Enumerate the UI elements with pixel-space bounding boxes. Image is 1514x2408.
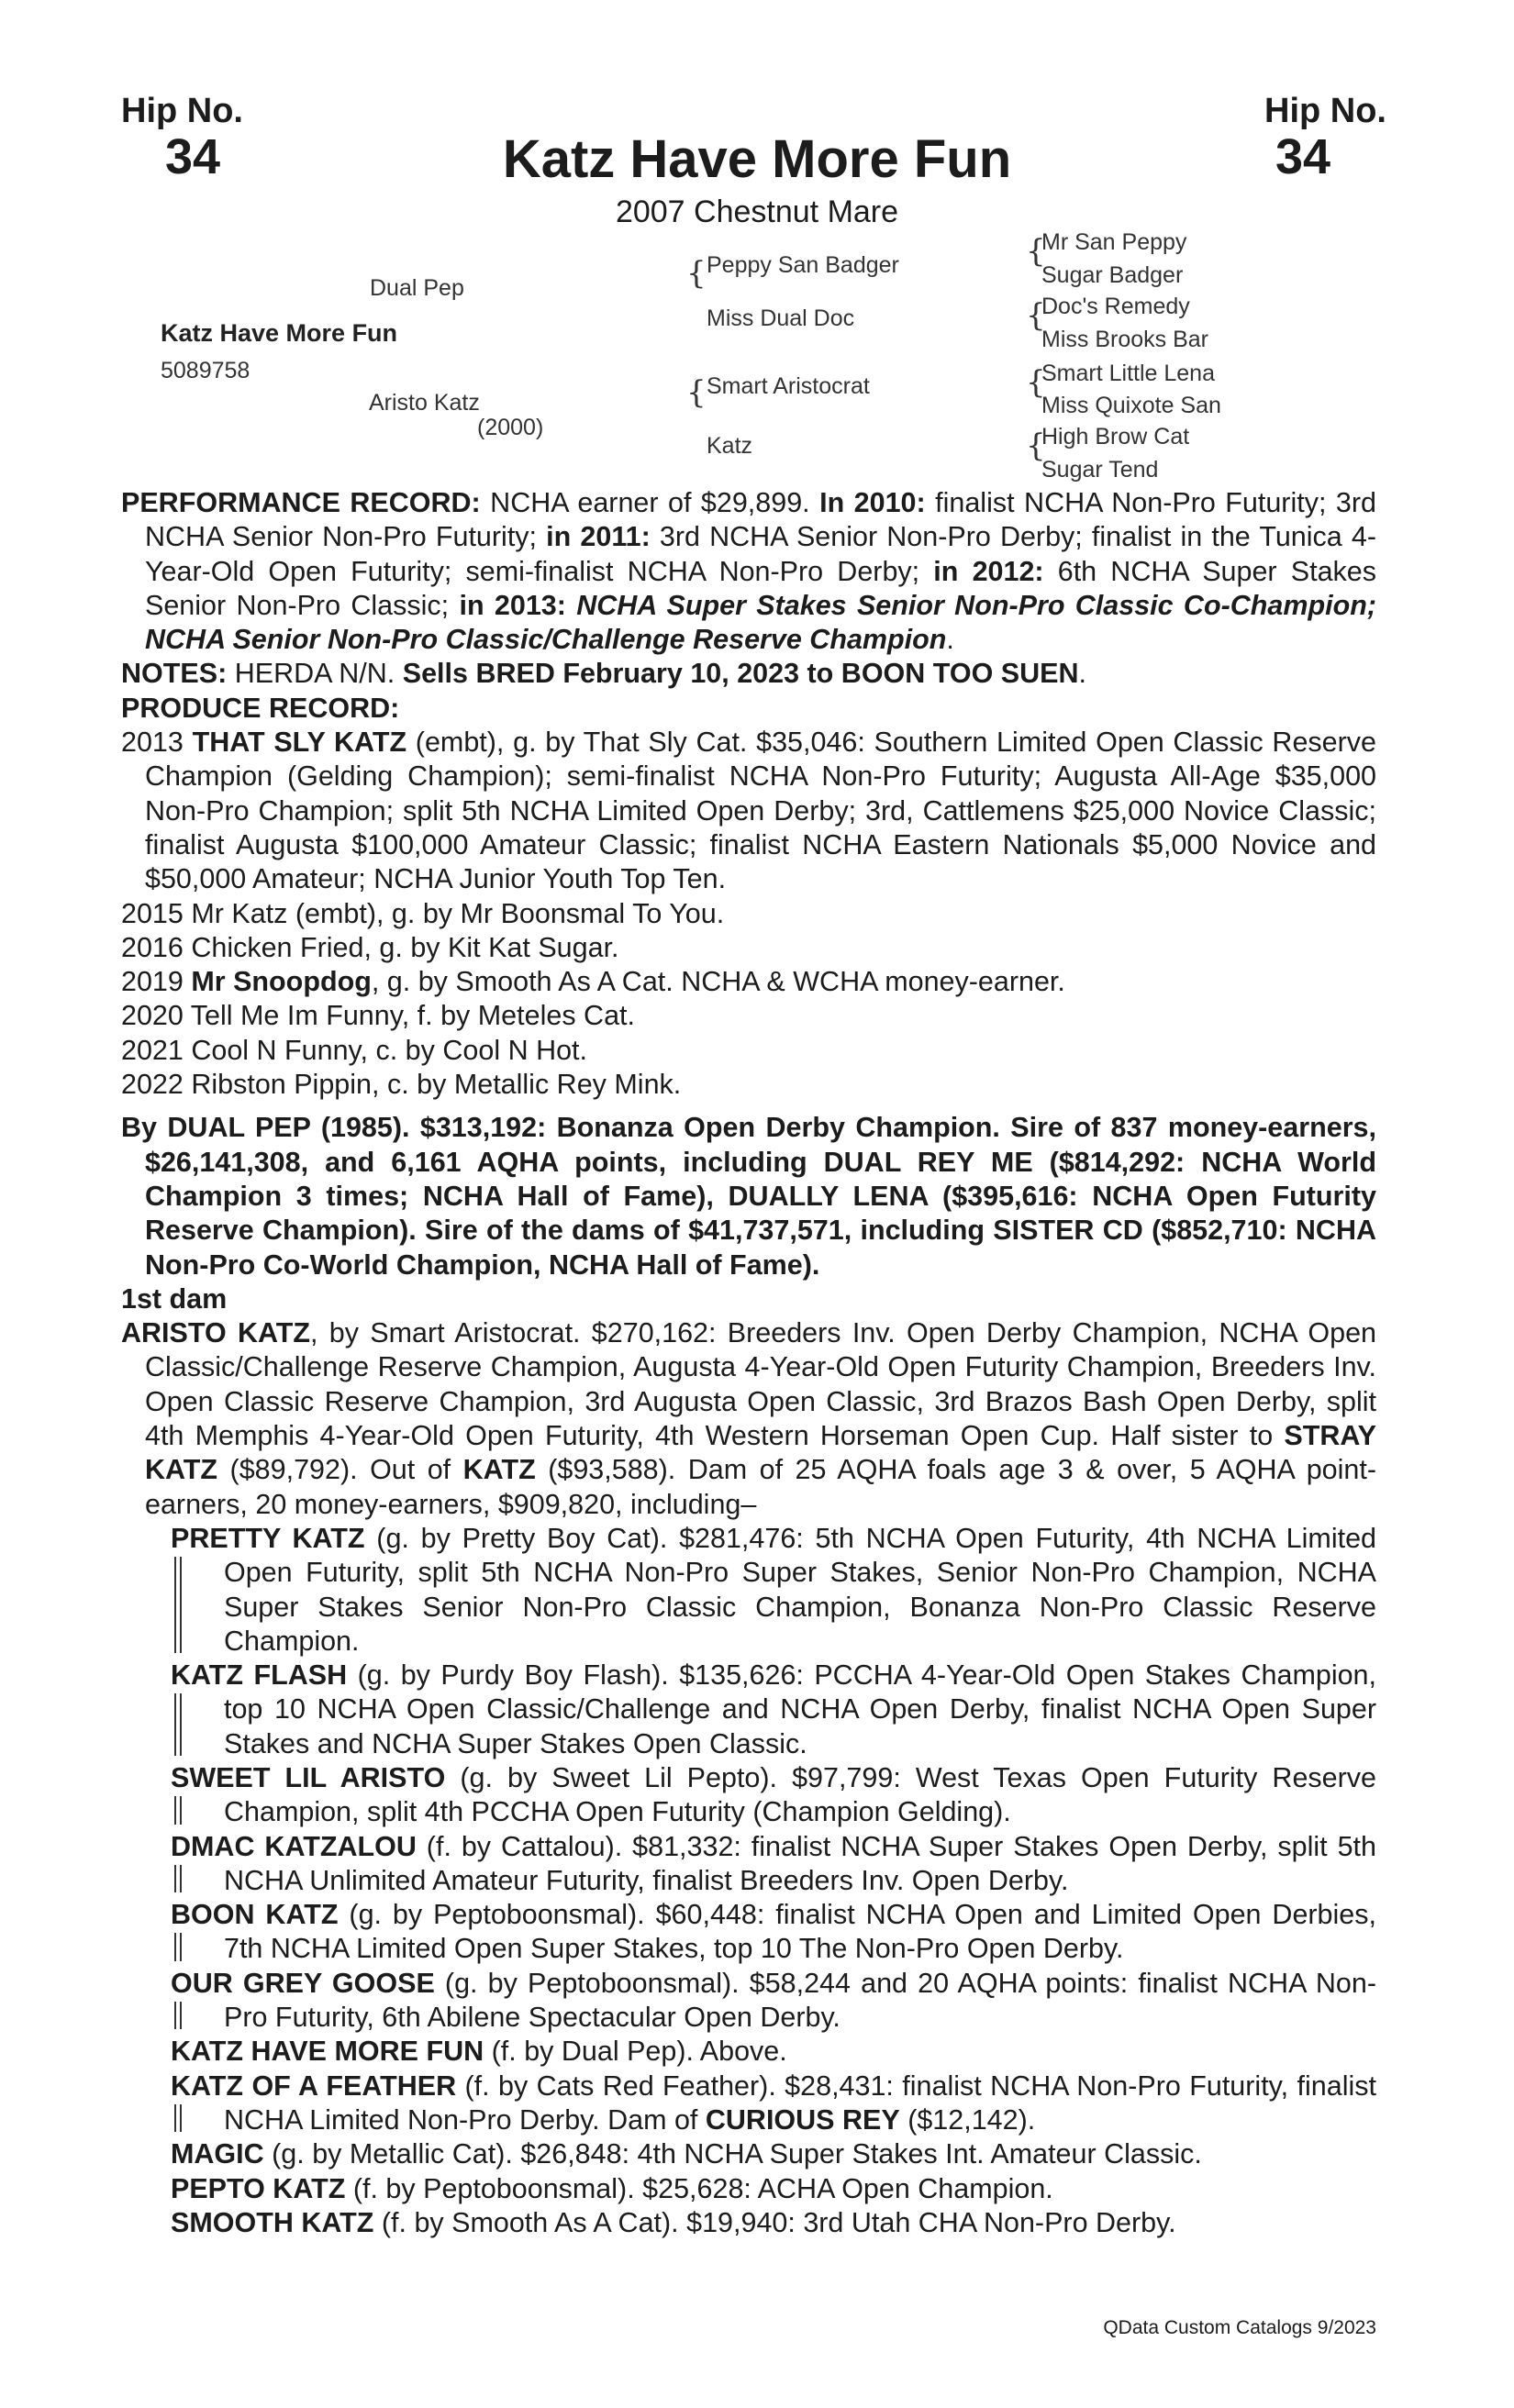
progeny-item: BOON KATZ (g. by Peptoboonsmal). $60,448: finalist NCHA Open and Limited Open Derbies, 7th NCHA Limited Open Super Stakes, top 10 The Non-Pro Open Derby. (171, 1899, 1376, 1965)
pedigree-g1: Mr San Peppy (1041, 229, 1187, 255)
brace-icon: { (686, 374, 707, 411)
progeny-item: KATZ FLASH (g. by Purdy Boy Flash). $135,626: PCCHA 4-Year-Old Open Stakes Champion, top 10 NCHA Open Classic/Challenge and NCHA Open Derby, finalist NCHA Open Super Stakes and NCHA Super Stakes Open Classic. (171, 1659, 1376, 1759)
hip-number-right: 34 (1275, 129, 1331, 184)
progeny-bar (174, 2104, 182, 2133)
horse-description: 2007 Chestnut Mare (615, 194, 899, 229)
progeny-item: KATZ HAVE MORE FUN (f. by Dual Pep). Above. (171, 2036, 787, 2068)
produce-item: 2020 Tell Me Im Funny, f. by Meteles Cat. (121, 1000, 635, 1032)
progeny-item: PRETTY KATZ (g. by Pretty Boy Cat). $281,476: 5th NCHA Open Futurity, 4th NCHA Limited Open Futurity, split 5th NCHA Non-Pro Super Stakes, Senior Non-Pro Champion, NCHA Super Stakes Senior Non-Pro Classic Champion, Bonanza Non-Pro Classic Reserve Champion. (171, 1522, 1376, 1657)
pedigree-g8: Sugar Tend (1041, 457, 1159, 483)
progeny-item: DMAC KATZALOU (f. by Cattalou). $81,332: finalist NCHA Super Stakes Open Derby, split 5th NCHA Unlimited Amateur Futurity, finalist Breeders Inv. Open Derby. (171, 1830, 1376, 1896)
pedigree-g5: Smart Little Lena (1041, 361, 1215, 386)
first-dam-paragraph: ARISTO KATZ, by Smart Aristocrat. $270,162: Breeders Inv. Open Derby Champion, NCHA Open Classic/Challenge Reserve Champion, Augusta 4-Year-Old Open Futurity Champion, Breeders Inv. Open Classic Reserve Champion, 3rd Augusta Open Classic, 3rd Brazos Bash Open Derby, split 4th Memphis 4-Year-Old Open Futurity, 4th Western Horseman Open Cup. Half sister to STRAY KATZ ($89,792). Out of KATZ ($93,588). Dam of 25 AQHA foals age 3 & over, 5 AQHA point-earners, 20 money-earners, $909,820, including– (121, 1317, 1376, 1520)
pedigree-g4: Miss Brooks Bar (1041, 327, 1208, 352)
notes: NOTES: HERDA N/N. Sells BRED February 10, 2023 to BOON TOO SUEN. (121, 658, 1086, 690)
pedigree-reg-number: 5089758 (161, 358, 250, 383)
pedigree-dam: Aristo Katz (369, 390, 480, 416)
produce-item: 2013 THAT SLY KATZ (embt), g. by That Sly Cat. $35,046: Southern Limited Open Classic Reserve Champion (Gelding Champion); semi-finalist NCHA Non-Pro Futurity; Augusta All-Age $35,000 Non-Pro Champion; split 5th NCHA Limited Open Derby; 3rd, Cattlemens $25,000 Novice Classic; finalist Augusta $100,000 Amateur Classic; finalist NCHA Eastern Nationals $5,000 Novice and $50,000 Amateur; NCHA Junior Youth Top Ten. (121, 727, 1376, 895)
produce-item: 2016 Chicken Fried, g. by Kit Kat Sugar. (121, 931, 619, 963)
progeny-item: SWEET LIL ARISTO (g. by Sweet Lil Pepto). $97,799: West Texas Open Futurity Reserve Champion, split 4th PCCHA Open Futurity (Champion Gelding). (171, 1761, 1376, 1828)
brace-icon: { (1026, 427, 1046, 464)
brace-icon: { (686, 255, 707, 292)
brace-icon: { (1026, 297, 1046, 334)
progeny-bar (174, 1865, 182, 1893)
hip-label-left: Hip No. (121, 92, 243, 130)
pedigree-g2: Sugar Badger (1041, 262, 1184, 288)
brace-icon: { (1026, 233, 1046, 270)
catalog-body (121, 486, 1376, 2240)
produce-item: 2021 Cool N Funny, c. by Cool N Hot. (121, 1034, 588, 1066)
pedigree-sire-dam: Miss Dual Doc (707, 305, 855, 331)
progeny-bar (174, 1933, 182, 1961)
progeny-item: SMOOTH KATZ (f. by Smooth As A Cat). $19,940: 3rd Utah CHA Non-Pro Derby. (171, 2206, 1176, 2238)
brace-icon: { (1026, 364, 1046, 401)
progeny-item: MAGIC (g. by Metallic Cat). $26,848: 4th NCHA Super Stakes Int. Amateur Classic. (171, 2138, 1202, 2170)
progeny-bar (174, 1557, 182, 1653)
progeny-item: OUR GREY GOOSE (g. by Peptoboonsmal). $58,244 and 20 AQHA points: finalist NCHA Non-Pro Futurity, 6th Abilene Spectacular Open Derby. (171, 1967, 1376, 2034)
progeny-item: KATZ OF A FEATHER (f. by Cats Red Feather). $28,431: finalist NCHA Non-Pro Futurity, finalist NCHA Limited Non-Pro Derby. Dam of CURIOUS REY ($12,142). (171, 2070, 1376, 2136)
pedigree-dam-dam: Katz (707, 433, 753, 459)
progeny-bar (174, 1796, 182, 1825)
produce-item: 2019 Mr Snoopdog, g. by Smooth As A Cat. NCHA & WCHA money-earner. (121, 966, 1065, 998)
sire-paragraph: By DUAL PEP (1985). $313,192: Bonanza Open Derby Champion. Sire of 837 money-earners, $26,141,308, and 6,161 AQHA points, including DUAL REY ME ($814,292: NCHA World Champion 3 times; NCHA Hall of Fame), DUALLY LENA ($395,616: NCHA Open Futurity Reserve Champion). Sire of the dams of $41,737,571, including SISTER CD ($852,710: NCHA Non-Pro Co-World Champion, NCHA Hall of Fame). (121, 1112, 1376, 1281)
pedigree-g3: Doc's Remedy (1041, 294, 1190, 319)
hip-label-right: Hip No. (1264, 92, 1386, 130)
performance-record: PERFORMANCE RECORD: NCHA earner of $29,899. In 2010: finalist NCHA Non-Pro Futurity; 3rd NCHA Senior Non-Pro Futurity; in 2011: 3rd NCHA Senior Non-Pro Derby; finalist in the Tunica 4-Year-Old Open Futurity; semi-finalist NCHA Non-Pro Derby; in 2012: 6th NCHA Super Stakes Senior Non-Pro Classic; in 2013: NCHA Super Stakes Senior Non-Pro Classic Co-Champion; NCHA Senior Non-Pro Classic/Challenge Reserve Champion. (121, 487, 1377, 656)
produce-item: 2015 Mr Katz (embt), g. by Mr Boonsmal To You. (121, 897, 725, 929)
pedigree-subject: Katz Have More Fun (161, 319, 398, 347)
footer-credit: QData Custom Catalogs 9/2023 (1103, 2317, 1376, 2338)
progeny-bar (174, 2002, 182, 2030)
pedigree-g6: Miss Quixote San (1041, 393, 1221, 418)
pedigree-g7: High Brow Cat (1041, 424, 1190, 449)
hip-number-left: 34 (165, 129, 221, 184)
produce-item: 2022 Ribston Pippin, c. by Metallic Rey Mink. (121, 1069, 682, 1101)
progeny-list (121, 1522, 1376, 2240)
pedigree-dam-sire: Smart Aristocrat (707, 373, 870, 399)
progeny-item: PEPTO KATZ (f. by Peptoboonsmal). $25,628: ACHA Open Champion. (171, 2172, 1053, 2204)
pedigree-sire-sire: Peppy San Badger (707, 252, 899, 278)
produce-record-label: PRODUCE RECORD: (121, 692, 400, 724)
horse-name-title: Katz Have More Fun (502, 129, 1012, 189)
first-dam-label: 1st dam (121, 1282, 228, 1315)
pedigree-dam-year: (2000) (477, 415, 544, 440)
pedigree-sire: Dual Pep (370, 275, 464, 301)
progeny-bar (174, 1693, 182, 1756)
